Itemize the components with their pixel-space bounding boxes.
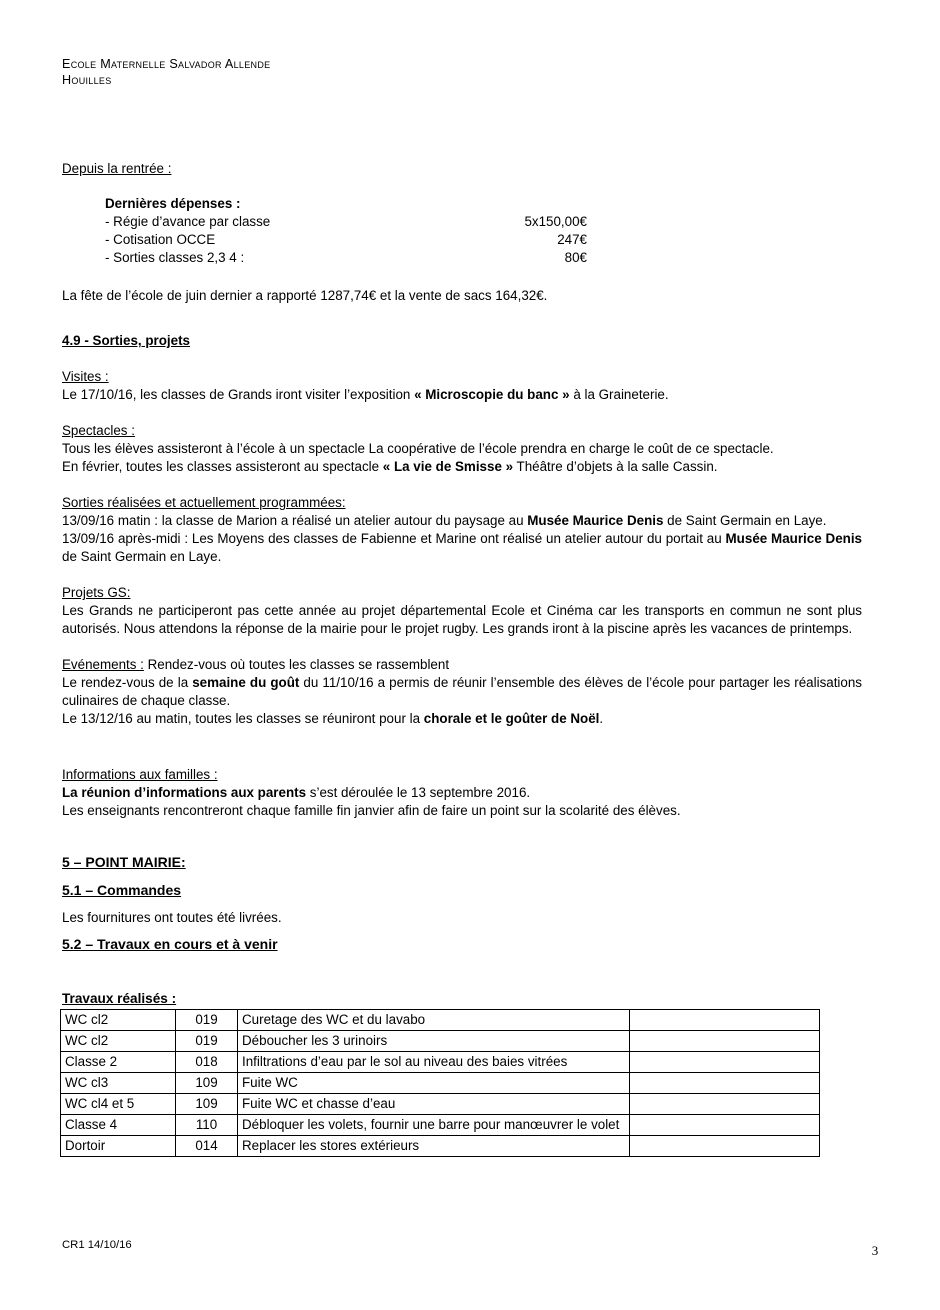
table-cell: Classe 4 (61, 1115, 176, 1136)
table-cell: Dortoir (61, 1136, 176, 1157)
expense-amount: 80€ (564, 250, 587, 265)
expense-label: - Sorties classes 2,3 4 : (105, 250, 245, 265)
text-segment: En février, toutes les classes assisteront au spectacle (62, 459, 383, 474)
text-segment: 13/09/16 matin : la classe de Marion a réalisé un atelier autour du paysage au (62, 513, 528, 528)
text-segment: du 11/10/16 a permis de réunir l’ensemble des élèves de l’école pour partager les réalisations culinaires de chaque classe. (62, 675, 862, 708)
travaux-realises-heading: Travaux réalisés : (62, 991, 177, 1006)
subheading-spectacles: Spectacles : (62, 423, 135, 438)
text-segment: Le 17/10/16, les classes de Grands iront visiter l’exposition (62, 387, 415, 402)
section-title-5-2: 5.2 – Travaux en cours et à venir (62, 936, 278, 952)
text-segment: de Saint Germain en Laye. (663, 513, 827, 528)
informations-paragraph-1 (62, 784, 862, 802)
text-segment: semaine du goût (192, 675, 300, 690)
table-cell (630, 1010, 820, 1031)
table-cell: 019 (176, 1031, 238, 1052)
section-title-5-1: 5.1 – Commandes (62, 882, 182, 898)
text-segment: La réunion d’informations aux parents (62, 785, 307, 800)
text-segment: Rendez-vous où toutes les classes se rassemblent (143, 657, 450, 672)
school-name: Ecole Maternelle Salvador Allende (62, 57, 271, 71)
text-segment: « Microscopie du banc » (414, 387, 570, 402)
informations-paragraph-2: Les enseignants rencontreront chaque famille fin janvier afin de faire un point sur la scolarité des élèves. (62, 803, 681, 818)
spectacles-paragraph-1: Tous les élèves assisteront à l’école à un spectacle La coopérative de l’école prendra en charge le coût de ce spectacle. (62, 441, 774, 456)
table-row (61, 1094, 820, 1115)
heading-depuis-la-rentree: Depuis la rentrée : (62, 161, 172, 176)
table-cell (630, 1094, 820, 1115)
expense-label: - Cotisation OCCE (105, 232, 216, 247)
evenements-paragraph-1 (62, 674, 862, 710)
expense-amount: 247€ (557, 232, 587, 247)
school-city: Houilles (62, 73, 112, 87)
visites-text (62, 386, 862, 404)
table-cell (630, 1052, 820, 1073)
evenements-paragraph-2 (62, 710, 862, 728)
table-cell: 019 (176, 1010, 238, 1031)
table-cell (630, 1073, 820, 1094)
table-cell: WC cl2 (61, 1031, 176, 1052)
section-title-4-9: 4.9 - Sorties, projets (62, 333, 190, 348)
text-segment: Le 13/12/16 au matin, toutes les classes se réuniront pour la (62, 711, 424, 726)
text-segment: Evénements : (62, 657, 144, 672)
sorties-paragraph-1 (62, 512, 862, 530)
travaux-table-body (61, 1010, 820, 1157)
expenses-heading: Dernières dépenses : (105, 196, 241, 211)
table-cell (630, 1031, 820, 1052)
expense-row (105, 249, 587, 267)
table-cell: 109 (176, 1073, 238, 1094)
table-cell: 110 (176, 1115, 238, 1136)
table-row (61, 1010, 820, 1031)
table-cell: 109 (176, 1094, 238, 1115)
document-header (62, 56, 862, 88)
spectacles-paragraph-2 (62, 458, 862, 476)
table-cell (630, 1136, 820, 1157)
table-cell (630, 1115, 820, 1136)
document-content (62, 56, 862, 1157)
table-row (61, 1052, 820, 1073)
table-row (61, 1031, 820, 1052)
table-cell: WC cl2 (61, 1010, 176, 1031)
text-segment: Musée Maurice Denis (527, 513, 664, 528)
table-row (61, 1115, 820, 1136)
text-segment: « La vie de Smisse » (382, 459, 514, 474)
subheading-projets-gs: Projets GS: (62, 585, 131, 600)
table-cell: WC cl3 (61, 1073, 176, 1094)
page-number: 3 (871, 1243, 879, 1258)
section-title-5: 5 – POINT MAIRIE: (62, 854, 186, 870)
text-segment: Le rendez-vous de la (62, 675, 193, 690)
fete-revenue-line: La fête de l’école de juin dernier a rapporté 1287,74€ et la vente de sacs 164,32€. (62, 288, 548, 303)
table-cell: Débloquer les volets, fournir une barre pour manœuvrer le volet (238, 1115, 630, 1136)
table-cell: WC cl4 et 5 (61, 1094, 176, 1115)
projets-gs-paragraph: Les Grands ne participeront pas cette année au projet départemental Ecole et Cinéma car les transports en commun ne sont plus autorisés. Nous attendons la réponse de la mairie pour le projet rugby. Les grands iront à la piscine après les vacances de printemps. (62, 603, 862, 636)
expenses-block (105, 195, 587, 267)
subheading-informations-familles: Informations aux familles : (62, 767, 218, 782)
text-segment: s’est déroulée le 13 septembre 2016. (306, 785, 531, 800)
table-cell: Infiltrations d’eau par le sol au niveau des baies vitrées (238, 1052, 630, 1073)
table-cell: Fuite WC (238, 1073, 630, 1094)
subheading-visites: Visites : (62, 369, 109, 384)
travaux-table (60, 1009, 820, 1157)
commandes-paragraph: Les fournitures ont toutes été livrées. (62, 910, 282, 925)
evenements-heading-line (62, 656, 862, 674)
table-cell: Curetage des WC et du lavabo (238, 1010, 630, 1031)
table-row (61, 1136, 820, 1157)
subheading-sorties-realisees: Sorties réalisées et actuellement programmées: (62, 495, 346, 510)
sorties-paragraph-2 (62, 530, 862, 566)
expense-row (105, 213, 587, 231)
expense-amount: 5x150,00€ (524, 214, 587, 229)
text-segment: . (599, 711, 604, 726)
text-segment: Théâtre d’objets à la salle Cassin. (513, 459, 718, 474)
table-cell: Classe 2 (61, 1052, 176, 1073)
table-cell: 014 (176, 1136, 238, 1157)
text-segment: chorale et le goûter de Noël (423, 711, 600, 726)
table-cell: 018 (176, 1052, 238, 1073)
text-segment: de Saint Germain en Laye. (62, 549, 222, 564)
footer-reference: CR1 14/10/16 (62, 1239, 132, 1251)
table-cell: Replacer les stores extérieurs (238, 1136, 630, 1157)
text-segment: à la Graineterie. (569, 387, 669, 402)
expense-row (105, 231, 587, 249)
expense-label: - Régie d’avance par classe (105, 214, 271, 229)
text-segment: Musée Maurice Denis (725, 531, 862, 546)
table-cell: Fuite WC et chasse d’eau (238, 1094, 630, 1115)
text-segment: 13/09/16 après-midi : Les Moyens des classes de Fabienne et Marine ont réalisé un atelier autour du portait au (62, 531, 726, 546)
table-row (61, 1073, 820, 1094)
table-cell: Déboucher les 3 urinoirs (238, 1031, 630, 1052)
